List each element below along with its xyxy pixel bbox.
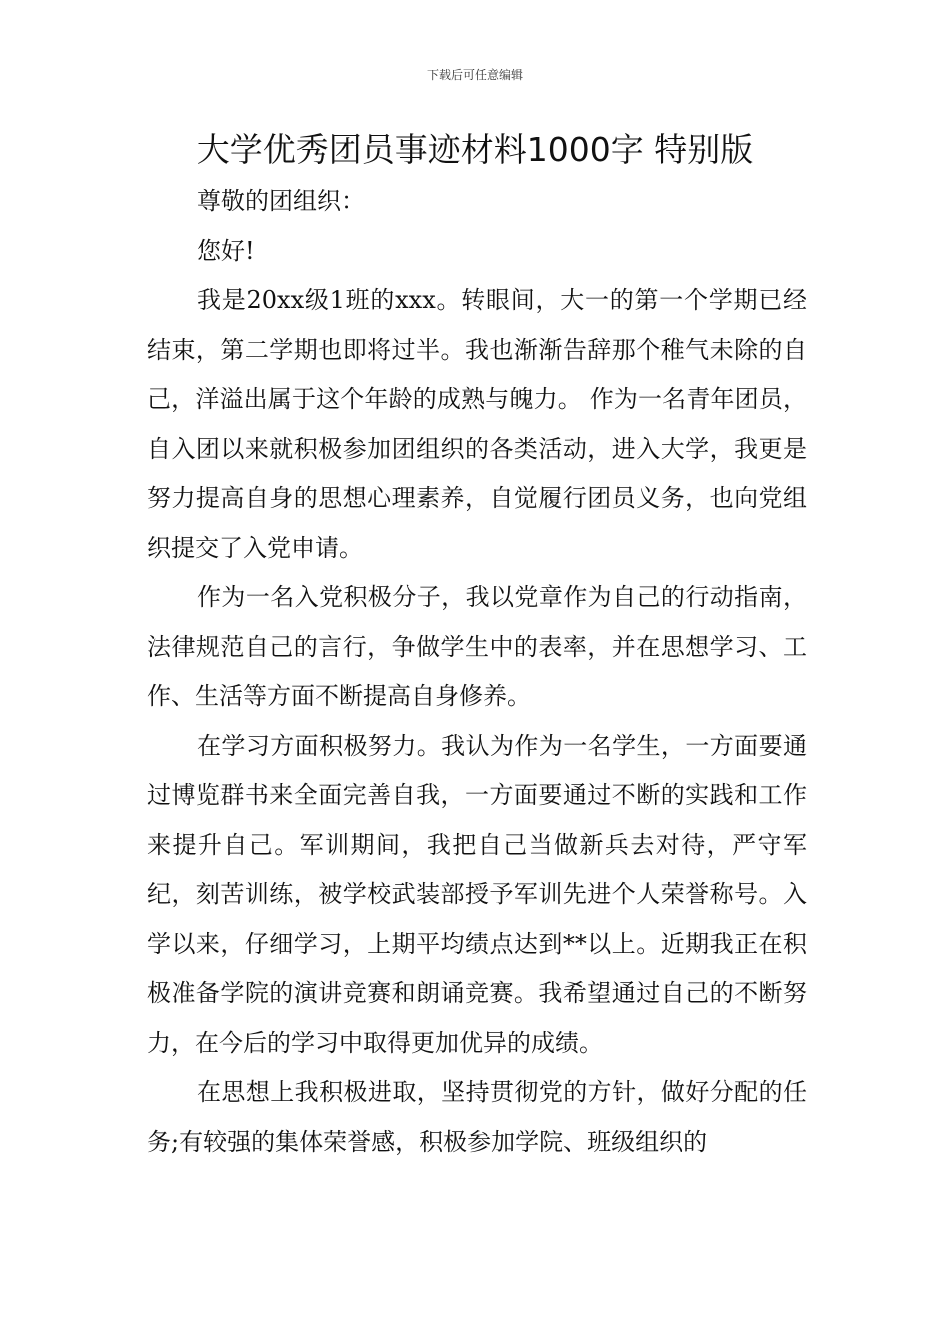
paragraph-2: 作为一名入党积极分子，我以党章作为自己的行动指南，法律规范自己的言行，争做学生中的表率，并在思想学习、工作、生活等方面不断提高自身修养。 [147,583,807,710]
paragraph-3: 在学习方面积极努力。我认为作为一名学生，一方面要通过博览群书来全面完善自我，一方面要通过不断的实践和工作来提升自己。军训期间，我把自己当做新兵去对待，严守军纪，刻苦训练，被学校武装部授予军训先进个人荣誉称号。入学以来，仔细学习，上期平均绩点达到**以上。近期我正在积极准备学院的演讲竞赛和朗诵竞赛。我希望通过自己的不断努力，在今后的学习中取得更加优异的成绩。 [147,731,807,1057]
paragraph-1: 我是20xx级1班的xxx。转眼间，大一的第一个学期已经结束，第二学期也即将过半。我也渐渐告辞那个稚气未除的自己，洋溢出属于这个年龄的成熟与魄力。 作为一名青年团员，自入团以来就积极参加团组织的各类活动，进入大学，我更是努力提高自身的思想心理素养，自觉履行团员义务，也向党组织提交了入党申请。 [147,286,807,562]
hello-line: 您好! [197,237,255,265]
document-body [147,176,807,1167]
page-title: 大学优秀团员事迹材料1000字 特别版 [196,130,754,169]
header-note: 下载后可任意编辑 [426,68,523,82]
greeting: 尊敬的团组织： [197,187,365,215]
paragraph-4: 在思想上我积极进取，坚持贯彻党的方针，做好分配的任务;有较强的集体荣誉感，积极参加学院、班级组织的 [147,1078,807,1156]
